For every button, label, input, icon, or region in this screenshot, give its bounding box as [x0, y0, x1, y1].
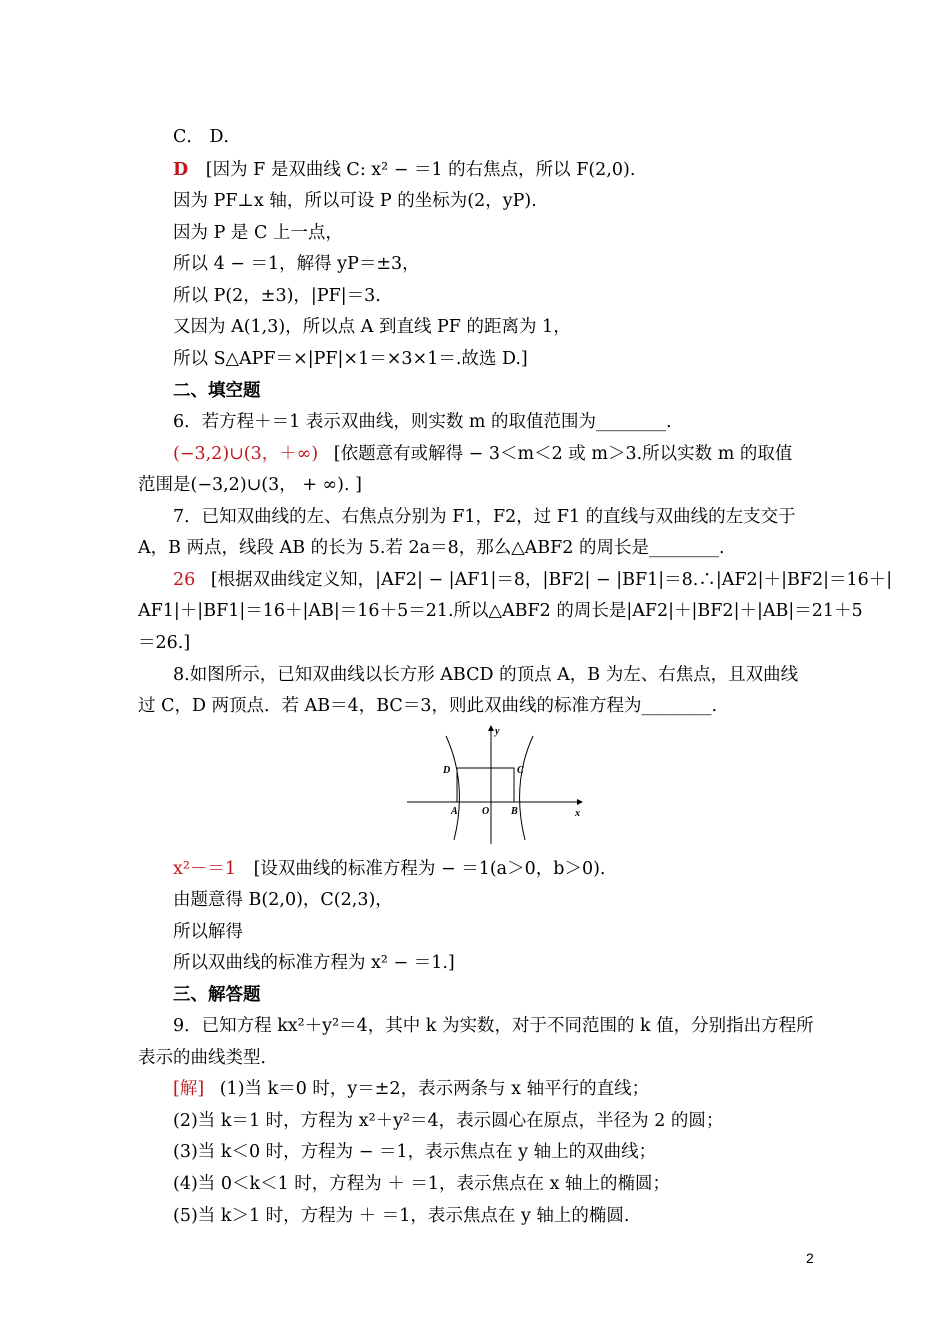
solution-line: 因为 P 是 C 上一点，	[173, 223, 343, 243]
solution-line: 所以 4 − ＝1，解得 yP＝±3，	[173, 254, 420, 274]
question-7: 7．已知双曲线的左、右焦点分别为 F1，F2，过 F1 的直线与双曲线的左支交于	[173, 507, 796, 527]
solution-text: [根据双曲线定义知，|AF2| − |AF1|＝8，|BF2| − |BF1|＝8.∴|AF2|＋|BF2|＝16＋|	[210, 570, 893, 590]
question-7-cont: A，B 两点，线段 AB 的长为 5.若 2a＝8，那么△ABF2 的周长是________.	[138, 538, 725, 558]
label-d: D	[443, 765, 451, 776]
solution-line: (2)当 k＝1 时，方程为 x²＋y²＝4，表示圆心在原点，半径为 2 的圆；	[173, 1111, 724, 1131]
question-9: 9．已知方程 kx²＋y²＝4，其中 k 为实数，对于不同范围的 k 值，分别指出方程所	[173, 1016, 814, 1036]
solution-text: [因为 F 是双曲线 C: x² − ＝1 的右焦点，所以 F(2,0).	[205, 160, 636, 180]
answer-line-9	[173, 1078, 823, 1100]
question-6: 6．若方程＋＝1 表示双曲线，则实数 m 的取值范围为________.	[173, 412, 672, 432]
label-x: x	[575, 808, 580, 819]
rectangle-abcd	[457, 768, 514, 802]
label-b: B	[511, 806, 518, 817]
answer-label: [解]	[173, 1079, 205, 1099]
answer-label: x²－＝1	[173, 859, 237, 879]
answer-line-5	[173, 159, 823, 181]
solution-line: (5)当 k＞1 时，方程为 ＋ ＝1，表示焦点在 y 轴上的椭圆.	[173, 1206, 630, 1226]
solution-line: 因为 PF⊥x 轴，所以可设 P 的坐标为(2，yP).	[173, 191, 537, 211]
answer-line-7	[173, 569, 893, 591]
solution-text: [设双曲线的标准方程为 − ＝1(a＞0，b＞0).	[253, 859, 606, 879]
label-c: C	[517, 765, 524, 776]
label-a: A	[451, 806, 458, 817]
question-9-cont: 表示的曲线类型．	[138, 1048, 278, 1068]
right-branch	[520, 736, 533, 840]
solution-line: 范围是(−3,2)∪(3， + ∞). ]	[138, 475, 362, 495]
solution-text: [依题意有或解得 − 3＜m＜2 或 m＞3.所以实数 m 的取值	[333, 444, 793, 464]
solution-line: 所以双曲线的标准方程为 x² − ＝1.]	[173, 953, 455, 973]
label-y: y	[495, 726, 500, 737]
answer-label: 26	[173, 570, 196, 590]
options-cd: C． D．	[173, 127, 241, 147]
solution-line: (3)当 k＜0 时，方程为 − ＝1，表示焦点在 y 轴上的双曲线；	[173, 1142, 657, 1162]
answer-line-8	[173, 858, 823, 880]
hyperbola-figure	[400, 722, 590, 850]
question-8: 8.如图所示，已知双曲线以长方形 ABCD 的顶点 A，B 为左、右焦点，且双曲线	[173, 665, 799, 685]
solution-line: 所以 P(2，±3)，|PF|＝3.	[173, 286, 381, 306]
solution-line: 所以解得	[173, 922, 243, 942]
solution-line: 所以 S△APF＝×|PF|×1＝×3×1＝.故选 D.]	[173, 349, 528, 369]
answer-label: D	[173, 160, 189, 180]
answer-line-6	[173, 443, 823, 465]
solution-line: AF1|＋|BF1|＝16＋|AB|＝16＋5＝21.所以△ABF2 的周长是|AF2|＋|BF2|＋|AB|＝21＋5	[138, 601, 863, 621]
label-o: O	[482, 806, 490, 817]
solution-line: (4)当 0＜k＜1 时，方程为 ＋ ＝1，表示焦点在 x 轴上的椭圆；	[173, 1174, 671, 1194]
solution-line: ＝26.]	[138, 633, 191, 653]
section-heading-fill: 二、填空题	[173, 381, 261, 401]
page-number: 2	[806, 1250, 814, 1266]
question-8-cont: 过 C，D 两顶点．若 AB＝4，BC＝3，则此双曲线的标准方程为________.	[138, 696, 718, 716]
answer-label: (−3,2)∪(3，＋∞)	[173, 444, 319, 464]
section-heading-answer: 三、解答题	[173, 985, 261, 1005]
solution-line: 由题意得 B(2,0)，C(2,3)，	[173, 890, 393, 910]
solution-line: 又因为 A(1,3)，所以点 A 到直线 PF 的距离为 1，	[173, 317, 571, 337]
solution-text: (1)当 k＝0 时，y＝±2，表示两条与 x 轴平行的直线；	[219, 1079, 650, 1099]
